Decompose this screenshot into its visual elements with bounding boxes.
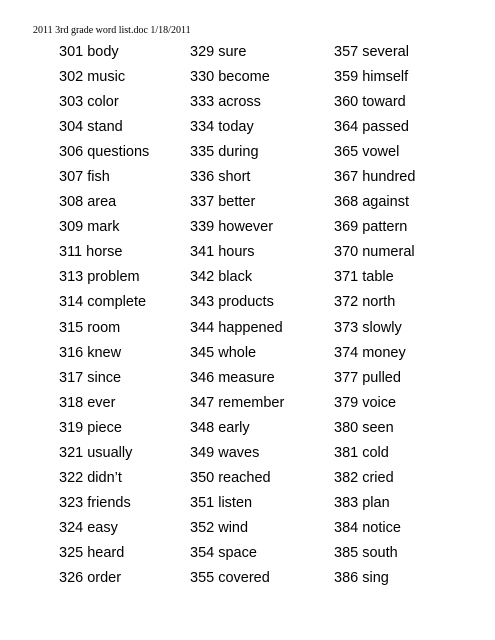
- word-column-2: [190, 42, 284, 593]
- word-item: 350 reached: [190, 469, 271, 486]
- word-item: 333 across: [190, 94, 261, 111]
- word-column-3: [334, 42, 415, 593]
- word-item: 386 sing: [334, 569, 389, 586]
- word-item: 337 better: [190, 194, 256, 211]
- word-item: 335 during: [190, 144, 259, 161]
- word-item: 321 usually: [59, 444, 133, 461]
- word-item: 381 cold: [334, 444, 389, 461]
- word-item: 349 waves: [190, 444, 260, 461]
- word-item: 316 knew: [59, 344, 122, 361]
- word-item: 317 since: [59, 369, 122, 386]
- word-item: 384 notice: [334, 519, 401, 536]
- word-item: 339 however: [190, 219, 274, 236]
- word-item: 326 order: [59, 569, 122, 586]
- word-item: 301 body: [59, 44, 119, 60]
- word-item: 348 early: [190, 419, 250, 436]
- word-item: 307 fish: [59, 169, 110, 186]
- word-item: 347 remember: [190, 394, 285, 411]
- word-item: 377 pulled: [334, 369, 401, 386]
- word-item: 372 north: [334, 294, 396, 311]
- word-item: 379 voice: [334, 394, 397, 411]
- document-header: 2011 3rd grade word list.doc 1/18/2011: [33, 25, 191, 36]
- word-item: 345 whole: [190, 344, 257, 361]
- word-item: 352 wind: [190, 519, 249, 536]
- word-item: 360 toward: [334, 94, 406, 111]
- word-item: 322 didn’t: [59, 469, 122, 486]
- word-item: 385 south: [334, 544, 398, 561]
- word-item: 302 music: [59, 69, 126, 86]
- word-item: 325 heard: [59, 544, 125, 561]
- word-item: 309 mark: [59, 219, 120, 236]
- word-item: 330 become: [190, 69, 270, 86]
- word-item: 380 seen: [334, 419, 394, 436]
- word-item: 334 today: [190, 119, 254, 136]
- word-item: 368 against: [334, 194, 409, 211]
- word-item: 369 pattern: [334, 219, 408, 236]
- word-item: 359 himself: [334, 69, 409, 86]
- word-item: 329 sure: [190, 44, 247, 60]
- word-item: 314 complete: [59, 294, 147, 311]
- word-item: 323 friends: [59, 494, 131, 511]
- word-item: 374 money: [334, 344, 406, 361]
- word-item: 344 happened: [190, 319, 283, 336]
- word-item: 383 plan: [334, 494, 390, 511]
- word-item: 357 several: [334, 44, 409, 60]
- word-item: 336 short: [190, 169, 251, 186]
- word-item: 351 listen: [190, 494, 253, 511]
- word-item: 304 stand: [59, 119, 123, 136]
- word-item: 342 black: [190, 269, 253, 286]
- word-item: 355 covered: [190, 569, 270, 586]
- word-item: 341 hours: [190, 244, 255, 261]
- word-item: 371 table: [334, 269, 394, 286]
- word-item: 367 hundred: [334, 169, 416, 186]
- word-item: 370 numeral: [334, 244, 415, 261]
- word-item: 364 passed: [334, 119, 409, 136]
- word-item: 365 vowel: [334, 144, 400, 161]
- word-item: 373 slowly: [334, 319, 402, 336]
- word-item: 343 products: [190, 294, 274, 311]
- word-item: 308 area: [59, 194, 117, 211]
- word-column-1: [59, 42, 149, 593]
- word-item: 318 ever: [59, 394, 116, 411]
- word-item: 315 room: [59, 319, 121, 336]
- word-item: 303 color: [59, 94, 119, 111]
- word-item: 354 space: [190, 544, 257, 561]
- word-item: 382 cried: [334, 469, 394, 486]
- word-item: 311 horse: [59, 244, 123, 261]
- word-item: 306 questions: [59, 144, 150, 161]
- word-item: 313 problem: [59, 269, 140, 286]
- word-item: 319 piece: [59, 419, 122, 436]
- word-item: 324 easy: [59, 519, 118, 536]
- word-item: 346 measure: [190, 369, 275, 386]
